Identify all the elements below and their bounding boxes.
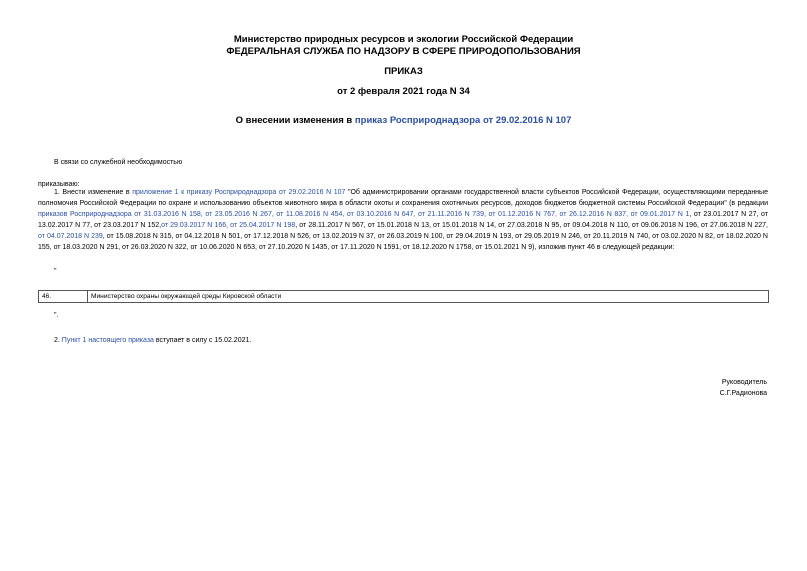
p1-start: 1. Внести изменение в: [54, 189, 133, 196]
p2-end: вступает в силу с 15.02.2021.: [153, 337, 252, 344]
paragraph-1: [38, 187, 768, 253]
p1-link-appendix[interactable]: приложение 1 к приказу Росприроднадзора от 29.02.2016 N 107: [132, 189, 346, 196]
p1-link-orders-2[interactable]: от 29.03.2017 N 166, от 25.04.2017 N 198: [161, 222, 296, 229]
doc-title: [0, 115, 807, 127]
service-name: ФЕДЕРАЛЬНАЯ СЛУЖБА ПО НАДЗОРУ В СФЕРЕ ПРИРОДОПОЛЬЗОВАНИЯ: [226, 46, 581, 57]
p1-link-orders[interactable]: приказов Росприроднадзора от 31.03.2016 N 158, от 23.05.2016 N 267, от 11.08.2016 N 454, от 03.10.2016 N 647, от 21.11.2016 N 739, от 01.12.2016 N 767, от 26.12.2016 N 837, от 09.01.2017 N 1: [38, 211, 690, 218]
intro-text: В связи со служебной необходимостью: [54, 159, 183, 166]
order-word: приказываю:: [38, 181, 80, 188]
doc-date-number: от 2 февраля 2021 года N 34: [337, 86, 470, 97]
p2-link[interactable]: Пункт 1 настоящего приказа: [61, 337, 154, 344]
doc-title-prefix: О внесении изменения в: [235, 115, 355, 126]
table-cell-number: 46.: [39, 291, 88, 303]
appendix-table: [38, 290, 769, 303]
p1-text-3: , от 28.11.2017 N 567, от 15.01.2018 N 13, от 15.01.2018 N 14, от 27.03.2018 N 95, от 09.04.2018 N 110, от 09.06.2018 N 196, от 27.06.2018 N 227,: [295, 222, 768, 229]
doc-title-link[interactable]: приказ Росприроднадзора от 29.02.2016 N 107: [354, 115, 572, 126]
p2-start: 2.: [54, 337, 62, 344]
p1-link-order-3[interactable]: от 04.07.2018 N 239: [38, 233, 103, 240]
table-row: [39, 291, 769, 303]
quote-open: ": [54, 268, 57, 275]
p1-text-1: "Об администрировании органами государственной власти субъектов Российской Федерации, осуществляющими переданные полномочия Российской Федерации по охране и использованию объектов животного мира в области охоты и сохранения охотничьих ресурсов, доходов бюджетов бюджетной системы Российской Федерации" (в редакции: [38, 189, 768, 207]
p1-text-2: , от 23.01.2017 N 27, от 13.02.2017 N 77, от 23.03.2017 N 152,: [38, 211, 768, 229]
paragraph-2: [54, 335, 251, 346]
quote-close: ".: [54, 312, 59, 319]
signature-position: Руководитель: [721, 379, 767, 386]
signature-name: С.Г.Радионова: [719, 390, 767, 397]
table-cell-text: Министерство охраны окружающей среды Кировской области: [88, 291, 769, 303]
p1-text-4: , от 15.08.2018 N 315, от 04.12.2018 N 501, от 17.12.2018 N 526, от 13.02.2019 N 37, от 26.03.2019 N 100, от 29.04.2019 N 193, от 29.05.2019 N 246, от 20.11.2019 N 740, от 03.02.2020 N 82, от 18.02.2020 N 155, от 18.03.2020 N 291, от 26.03.2020 N 322, от 10.06.2020 N 653, от 27.10.2020 N 1435, от 17.11.2020 N 1591, от 18.12.2020 N 1758, от 15.01.2021 N 9), изложив пункт 46 в следующей редакции:: [38, 233, 768, 251]
doc-type: ПРИКАЗ: [384, 66, 423, 77]
ministry-name: Министерство природных ресурсов и экологии Российской Федерации: [233, 34, 574, 45]
